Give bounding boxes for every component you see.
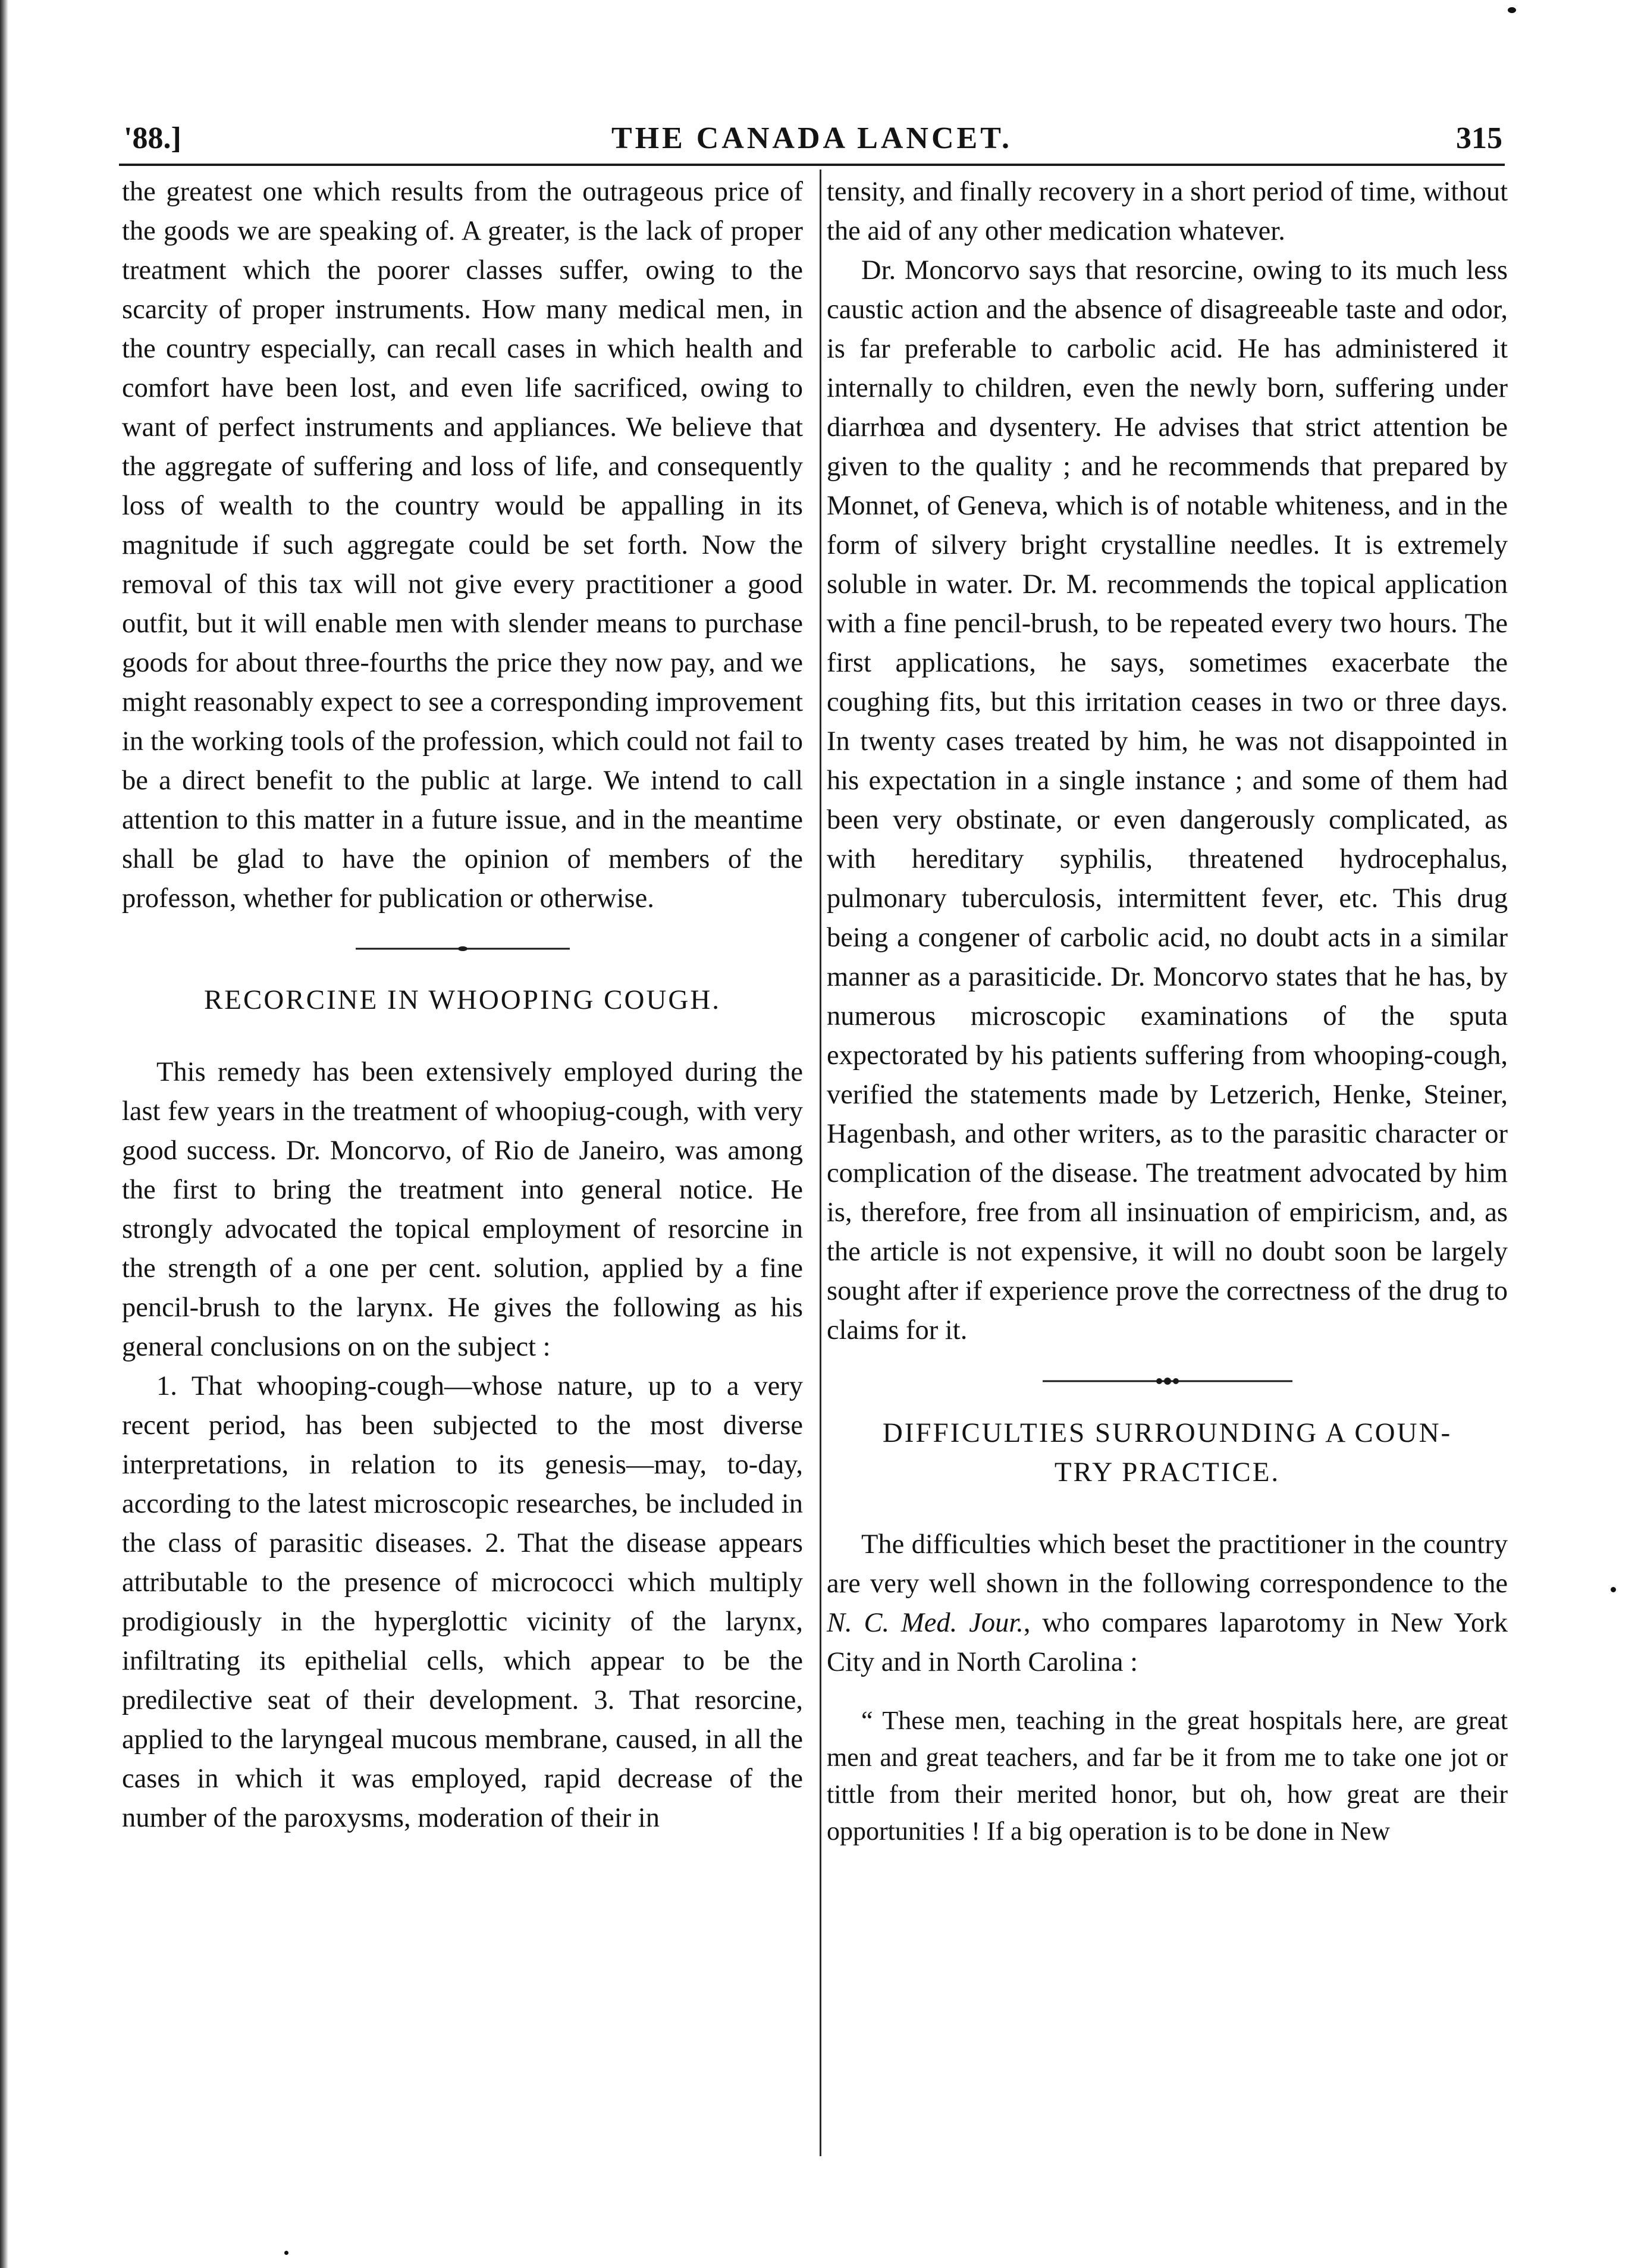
text-run: , who compares laparotomy in New York City and in North Carolina : xyxy=(827,1608,1508,1677)
scan-speck xyxy=(1508,7,1516,13)
quote-paragraph: “ These men, teaching in the great hospitals here, are great men and great teachers, and far be it from me to take one jot or tittle from their merited honor, but oh, how great are their opportunities ! If a big operation is to be done in New xyxy=(827,1706,1508,1846)
scan-speck xyxy=(284,2251,288,2255)
scan-edge-shadow xyxy=(0,0,8,2268)
text-run: The difficulties which beset the practitioner in the country are very well shown in the following correspondence to the xyxy=(827,1529,1508,1599)
header-year: '88.] xyxy=(124,121,181,155)
article-title xyxy=(827,1413,1508,1492)
journal-name: N. C. Med. Jour. xyxy=(827,1608,1024,1638)
continuation-paragraph: the greatest one which results from the outrageous price of the goods we are speaking of. A greater, is the lack of proper treatment which the poorer classes suffer, owing to the scarcity of proper instruments. How many medical men, in the country especially, can recall cases in which health and comfort have been lost, and even life sacrificed, owing to want of perfect instruments and appliances. We believe that the aggregate of suffering and loss of life, and consequently loss of wealth to the country would be appalling in its magnitude if such aggregate could be set forth. Now the removal of this tax will not give every practitioner a good outfit, but it will enable men with slender means to purchase goods for about three-fourths the price they now pay, and we might reasonably expect to see a corresponding improvement in the working tools of the profession, which could not fail to be a direct benefit to the public at large. We intend to call attention to this matter in a future issue, and in the meantime shall be glad to have the opinion of members of the professon, whether for publication or otherwise. xyxy=(122,177,803,914)
article-paragraph: This remedy has been extensively employed during the last few years in the treatment of whoopiug-cough, with very good success. Dr. Moncorvo, of Rio de Janeiro, was among the first to bring the treatment into general notice. He strongly advocated the topical employment of resorcine in the strength of a one per cent. solution, applied by a fine pencil-brush to the larynx. He gives the following as his general conclusions on on the subject : xyxy=(122,1057,803,1362)
right-column xyxy=(827,172,1508,1850)
scan-speck xyxy=(1611,1587,1616,1592)
section-divider xyxy=(1043,1378,1292,1385)
article-paragraph: 1. That whooping-cough—whose nature, up to a very recent period, has been subjected to the most diverse interpretations, in relation to its genesis—may, to-day, according to the latest microscopic researches, be included in the class of parasitic diseases. 2. That the disease appears attributable to the presence of micrococci which multiply prodigiously in the hyperglottic vicinity of the larynx, infiltrating its epithelial cells, which appear to be the predilective seat of their development. 3. That resorcine, applied to the laryngeal mucous membrane, caused, in all the cases in which it was employed, rapid decrease of the number of the paroxysms, moderation of their in xyxy=(122,1371,803,1833)
page-number: 315 xyxy=(1456,121,1502,155)
section-divider xyxy=(356,946,570,952)
article-title-line: TRY PRACTICE. xyxy=(1054,1457,1281,1488)
column-rule xyxy=(820,170,821,2156)
paragraph-gap xyxy=(827,1682,1508,1702)
article-paragraph xyxy=(827,1525,1508,1682)
header-rule xyxy=(119,164,1505,166)
left-column xyxy=(122,172,803,1838)
article-paragraph: Dr. Moncorvo says that resorcine, owing to its much less caustic action and the absence of disagreeable taste and odor, is far preferable to carbolic acid. He has administered it internally to children, even the newly born, suffering under diarrhœa and dysentery. He advises that strict attention be given to the quality ; and he recommends that prepared by Monnet, of Geneva, which is of notable whiteness, and in the form of silvery bright crystalline needles. It is extremely soluble in water. Dr. M. recommends the topical application with a fine pencil-brush, to be repeated every two hours. The first applications, he says, sometimes exacerbate the coughing fits, but this irritation ceases in two or three days. In twenty cases treated by him, he was not disappointed in his expectation in a single instance ; and some of them had been very obstinate, or even dangerously complicated, as with hereditary syphilis, threatened hydrocephalus, pulmonary tuberculosis, intermittent fever, etc. This drug being a congener of carbolic acid, no doubt acts in a similar manner as a parasiticide. Dr. Moncorvo states that he has, by numerous microscopic examinations of the sputa expectorated by his patients suffering from whooping-cough, verified the statements made by Letzerich, Henke, Steiner, Hagenbash, and other writers, as to the parasitic character or complication of the disease. The treatment advocated by him is, therefore, free from all insinuation of empiricism, and, as the article is not expensive, it will no doubt soon be largely sought after if experience prove the correctness of the drug to claims for it. xyxy=(827,255,1508,1345)
continuation-paragraph: tensity, and finally recovery in a short period of time, without the aid of any other medication whatever. xyxy=(827,177,1508,246)
article-title: RECORCINE IN WHOOPING COUGH. xyxy=(203,984,721,1015)
page-header xyxy=(119,116,1505,158)
article-title-line: DIFFICULTIES SURROUNDING A COUN- xyxy=(882,1417,1452,1448)
journal-title: THE CANADA LANCET. xyxy=(611,121,1013,155)
